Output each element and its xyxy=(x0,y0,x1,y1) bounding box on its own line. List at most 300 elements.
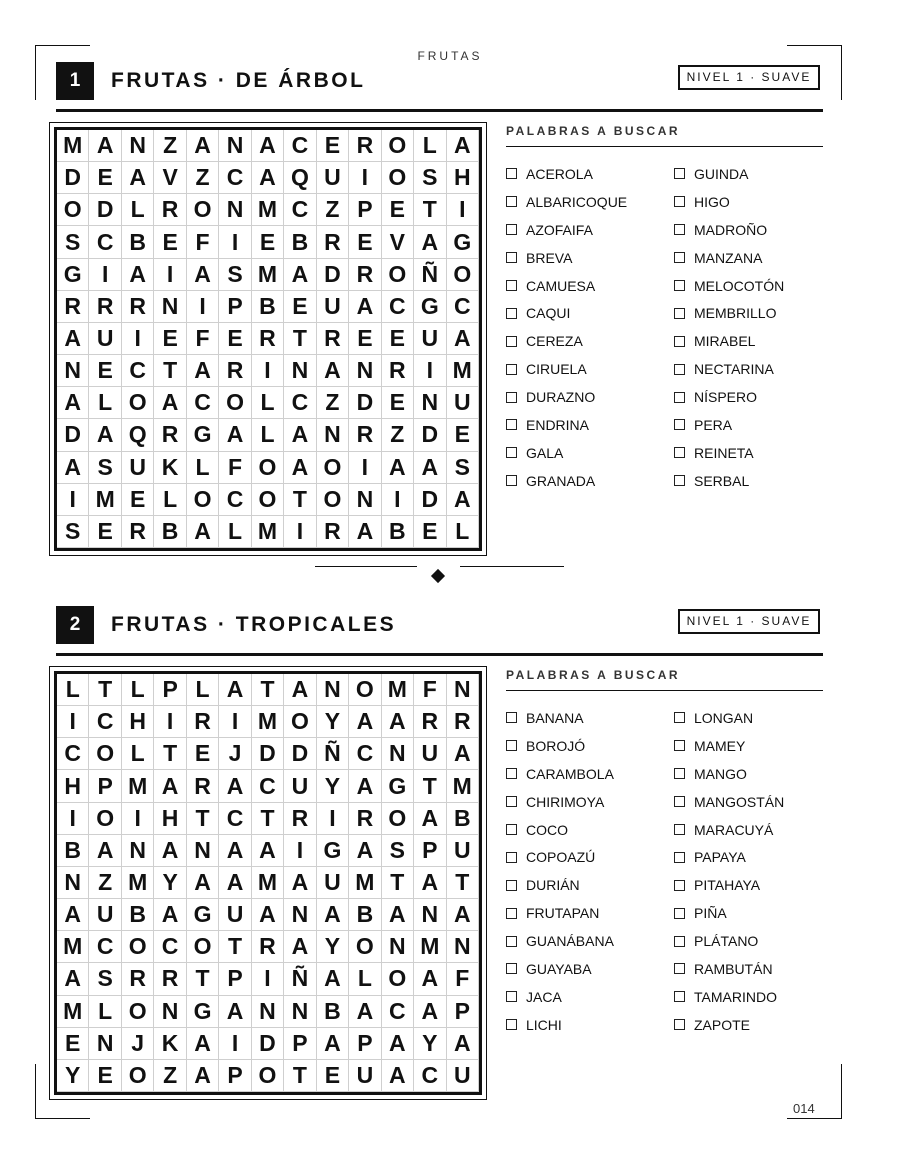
grid-cell[interactable]: O xyxy=(252,1060,284,1092)
grid-cell[interactable]: B xyxy=(349,899,381,931)
grid-cell[interactable]: M xyxy=(447,355,479,387)
grid-cell[interactable]: P xyxy=(349,1028,381,1060)
grid-cell[interactable]: N xyxy=(284,355,316,387)
word-item[interactable] xyxy=(506,439,674,467)
checkbox-icon[interactable] xyxy=(506,1019,517,1030)
grid-cell[interactable]: F xyxy=(187,226,219,258)
grid-cell[interactable]: P xyxy=(414,835,446,867)
grid-cell[interactable]: A xyxy=(187,1028,219,1060)
grid-cell[interactable]: N xyxy=(252,996,284,1028)
grid-cell[interactable]: Z xyxy=(89,867,121,899)
grid-cell[interactable]: M xyxy=(414,931,446,963)
grid-cell[interactable]: E xyxy=(317,130,349,162)
word-item[interactable] xyxy=(506,244,674,272)
grid-cell[interactable]: R xyxy=(349,803,381,835)
grid-cell[interactable]: J xyxy=(122,1028,154,1060)
grid-cell[interactable]: E xyxy=(219,323,251,355)
word-item[interactable] xyxy=(674,1011,823,1039)
grid-cell[interactable]: A xyxy=(219,835,251,867)
grid-cell[interactable]: G xyxy=(187,996,219,1028)
checkbox-icon[interactable] xyxy=(674,308,685,319)
grid-cell[interactable]: A xyxy=(187,867,219,899)
grid-cell[interactable]: P xyxy=(219,963,251,995)
grid-cell[interactable]: A xyxy=(349,291,381,323)
grid-cell[interactable]: A xyxy=(89,419,121,451)
grid-cell[interactable]: A xyxy=(382,899,414,931)
checkbox-icon[interactable] xyxy=(674,908,685,919)
grid-cell[interactable]: E xyxy=(382,387,414,419)
grid-cell[interactable]: A xyxy=(414,963,446,995)
grid-cell[interactable]: A xyxy=(89,130,121,162)
grid-cell[interactable]: E xyxy=(382,194,414,226)
grid-cell[interactable]: I xyxy=(284,835,316,867)
grid-cell[interactable]: T xyxy=(219,931,251,963)
grid-cell[interactable]: S xyxy=(447,452,479,484)
grid-cell[interactable]: O xyxy=(284,706,316,738)
checkbox-icon[interactable] xyxy=(674,880,685,891)
checkbox-icon[interactable] xyxy=(506,252,517,263)
grid-cell[interactable]: T xyxy=(414,770,446,802)
grid-cell[interactable]: U xyxy=(317,867,349,899)
grid-cell[interactable]: T xyxy=(187,963,219,995)
grid-cell[interactable]: A xyxy=(447,323,479,355)
grid-cell[interactable]: O xyxy=(382,803,414,835)
grid-cell[interactable]: R xyxy=(154,963,186,995)
word-item[interactable] xyxy=(674,383,823,411)
grid-cell[interactable]: N xyxy=(284,899,316,931)
word-item[interactable] xyxy=(674,188,823,216)
word-item[interactable] xyxy=(674,871,823,899)
grid-cell[interactable]: I xyxy=(349,162,381,194)
checkbox-icon[interactable] xyxy=(674,936,685,947)
grid-cell[interactable]: Z xyxy=(187,162,219,194)
grid-cell[interactable]: I xyxy=(447,194,479,226)
grid-cell[interactable]: Y xyxy=(57,1060,89,1092)
grid-cell[interactable]: O xyxy=(317,484,349,516)
checkbox-icon[interactable] xyxy=(674,392,685,403)
grid-cell[interactable]: A xyxy=(349,996,381,1028)
grid-cell[interactable]: U xyxy=(414,738,446,770)
grid-cell[interactable]: N xyxy=(382,931,414,963)
grid-cell[interactable]: L xyxy=(122,674,154,706)
grid-cell[interactable]: A xyxy=(154,770,186,802)
grid-cell[interactable]: R xyxy=(252,931,284,963)
grid-cell[interactable]: M xyxy=(252,516,284,548)
word-item[interactable] xyxy=(506,272,674,300)
grid-cell[interactable]: O xyxy=(382,963,414,995)
grid-cell[interactable]: S xyxy=(89,452,121,484)
grid-cell[interactable]: E xyxy=(122,484,154,516)
grid-cell[interactable]: N xyxy=(284,996,316,1028)
grid-cell[interactable]: Q xyxy=(284,162,316,194)
grid-cell[interactable]: S xyxy=(89,963,121,995)
grid-cell[interactable]: A xyxy=(284,931,316,963)
checkbox-icon[interactable] xyxy=(506,308,517,319)
grid-cell[interactable]: M xyxy=(252,194,284,226)
grid-cell[interactable]: A xyxy=(349,706,381,738)
grid-cell[interactable]: I xyxy=(122,323,154,355)
grid-cell[interactable]: T xyxy=(382,867,414,899)
word-item[interactable] xyxy=(506,1011,674,1039)
grid-cell[interactable]: E xyxy=(89,516,121,548)
checkbox-icon[interactable] xyxy=(506,963,517,974)
grid-cell[interactable]: R xyxy=(154,419,186,451)
checkbox-icon[interactable] xyxy=(674,419,685,430)
grid-cell[interactable]: Q xyxy=(122,419,154,451)
grid-cell[interactable]: S xyxy=(382,835,414,867)
grid-cell[interactable]: I xyxy=(349,452,381,484)
grid-cell[interactable]: A xyxy=(414,803,446,835)
grid-cell[interactable]: M xyxy=(252,259,284,291)
grid-cell[interactable]: A xyxy=(414,867,446,899)
checkbox-icon[interactable] xyxy=(674,364,685,375)
grid-cell[interactable]: A xyxy=(57,963,89,995)
grid-cell[interactable]: L xyxy=(252,387,284,419)
grid-cell[interactable]: G xyxy=(447,226,479,258)
grid-cell[interactable]: I xyxy=(57,706,89,738)
grid-cell[interactable]: S xyxy=(57,226,89,258)
grid-cell[interactable]: I xyxy=(187,291,219,323)
grid-cell[interactable]: N xyxy=(317,674,349,706)
grid-cell[interactable]: E xyxy=(89,162,121,194)
grid-cell[interactable]: R xyxy=(447,706,479,738)
grid-cell[interactable]: N xyxy=(219,194,251,226)
grid-cell[interactable]: R xyxy=(317,516,349,548)
checkbox-icon[interactable] xyxy=(506,991,517,1002)
grid-cell[interactable]: I xyxy=(284,516,316,548)
grid-cell[interactable]: A xyxy=(219,996,251,1028)
grid-cell[interactable]: T xyxy=(154,355,186,387)
grid-cell[interactable]: A xyxy=(154,835,186,867)
grid-cell[interactable]: R xyxy=(349,130,381,162)
grid-cell[interactable]: Ñ xyxy=(414,259,446,291)
grid-cell[interactable]: D xyxy=(349,387,381,419)
grid-cell[interactable]: R xyxy=(317,323,349,355)
checkbox-icon[interactable] xyxy=(674,963,685,974)
grid-cell[interactable]: T xyxy=(284,484,316,516)
grid-cell[interactable]: D xyxy=(284,738,316,770)
word-item[interactable] xyxy=(506,816,674,844)
word-item[interactable] xyxy=(674,160,823,188)
grid-cell[interactable]: E xyxy=(154,226,186,258)
word-item[interactable] xyxy=(674,955,823,983)
grid-cell[interactable]: A xyxy=(57,452,89,484)
checkbox-icon[interactable] xyxy=(674,252,685,263)
grid-cell[interactable]: P xyxy=(89,770,121,802)
grid-cell[interactable]: E xyxy=(382,323,414,355)
checkbox-icon[interactable] xyxy=(506,475,517,486)
grid-cell[interactable]: P xyxy=(219,1060,251,1092)
grid-cell[interactable]: C xyxy=(122,355,154,387)
grid-cell[interactable]: G xyxy=(187,899,219,931)
grid-cell[interactable]: B xyxy=(317,996,349,1028)
checkbox-icon[interactable] xyxy=(674,768,685,779)
grid-cell[interactable]: U xyxy=(219,899,251,931)
grid-cell[interactable]: R xyxy=(57,291,89,323)
grid-cell[interactable]: Y xyxy=(317,770,349,802)
grid-cell[interactable]: C xyxy=(154,931,186,963)
grid-cell[interactable]: A xyxy=(154,387,186,419)
grid-cell[interactable]: O xyxy=(317,452,349,484)
grid-cell[interactable]: I xyxy=(414,355,446,387)
grid-cell[interactable]: L xyxy=(187,674,219,706)
grid-cell[interactable]: R xyxy=(154,194,186,226)
grid-cell[interactable]: C xyxy=(187,387,219,419)
grid-cell[interactable]: O xyxy=(252,484,284,516)
checkbox-icon[interactable] xyxy=(674,168,685,179)
grid-cell[interactable]: B xyxy=(252,291,284,323)
grid-cell[interactable]: C xyxy=(382,291,414,323)
grid-cell[interactable]: C xyxy=(219,484,251,516)
grid-cell[interactable]: L xyxy=(414,130,446,162)
grid-cell[interactable]: I xyxy=(219,226,251,258)
grid-cell[interactable]: A xyxy=(447,130,479,162)
grid-cell[interactable]: E xyxy=(57,1028,89,1060)
grid-cell[interactable]: I xyxy=(57,803,89,835)
word-item[interactable] xyxy=(506,467,674,495)
grid-cell[interactable]: R xyxy=(349,419,381,451)
grid-cell[interactable]: E xyxy=(317,1060,349,1092)
grid-cell[interactable]: D xyxy=(57,162,89,194)
grid-cell[interactable]: O xyxy=(122,931,154,963)
checkbox-icon[interactable] xyxy=(674,796,685,807)
grid-cell[interactable]: N xyxy=(122,835,154,867)
grid-cell[interactable]: L xyxy=(349,963,381,995)
grid-cell[interactable]: O xyxy=(122,1060,154,1092)
grid-cell[interactable]: T xyxy=(414,194,446,226)
grid-cell[interactable]: Y xyxy=(414,1028,446,1060)
word-item[interactable] xyxy=(506,299,674,327)
grid-cell[interactable]: A xyxy=(57,899,89,931)
grid-cell[interactable]: O xyxy=(57,194,89,226)
grid-cell[interactable]: L xyxy=(447,516,479,548)
grid-cell[interactable]: A xyxy=(382,1028,414,1060)
word-item[interactable] xyxy=(506,983,674,1011)
grid-cell[interactable]: T xyxy=(284,1060,316,1092)
grid-cell[interactable]: A xyxy=(219,674,251,706)
grid-cell[interactable]: C xyxy=(57,738,89,770)
checkbox-icon[interactable] xyxy=(506,740,517,751)
grid-cell[interactable]: P xyxy=(349,194,381,226)
grid-cell[interactable]: U xyxy=(447,835,479,867)
grid-cell[interactable]: O xyxy=(382,130,414,162)
grid-cell[interactable]: C xyxy=(414,1060,446,1092)
grid-cell[interactable]: N xyxy=(382,738,414,770)
grid-cell[interactable]: E xyxy=(252,226,284,258)
checkbox-icon[interactable] xyxy=(506,168,517,179)
grid-cell[interactable]: R xyxy=(219,355,251,387)
grid-cell[interactable]: V xyxy=(154,162,186,194)
checkbox-icon[interactable] xyxy=(674,280,685,291)
grid-cell[interactable]: S xyxy=(57,516,89,548)
grid-cell[interactable]: A xyxy=(89,835,121,867)
grid-cell[interactable]: Ñ xyxy=(317,738,349,770)
word-item[interactable] xyxy=(674,816,823,844)
grid-cell[interactable]: A xyxy=(284,867,316,899)
grid-cell[interactable]: R xyxy=(187,706,219,738)
word-item[interactable] xyxy=(674,411,823,439)
word-item[interactable] xyxy=(674,327,823,355)
grid-cell[interactable]: O xyxy=(219,387,251,419)
grid-cell[interactable]: E xyxy=(414,516,446,548)
word-item[interactable] xyxy=(506,927,674,955)
grid-cell[interactable]: G xyxy=(57,259,89,291)
grid-cell[interactable]: G xyxy=(382,770,414,802)
grid-cell[interactable]: H xyxy=(154,803,186,835)
grid-cell[interactable]: N xyxy=(349,355,381,387)
grid-cell[interactable]: C xyxy=(89,931,121,963)
word-item[interactable] xyxy=(506,160,674,188)
grid-cell[interactable]: A xyxy=(317,899,349,931)
grid-cell[interactable]: T xyxy=(252,803,284,835)
grid-cell[interactable]: U xyxy=(122,452,154,484)
grid-cell[interactable]: A xyxy=(447,484,479,516)
grid-cell[interactable]: R xyxy=(122,291,154,323)
word-item[interactable] xyxy=(674,732,823,760)
word-item[interactable] xyxy=(506,871,674,899)
grid-cell[interactable]: L xyxy=(89,996,121,1028)
grid-cell[interactable]: V xyxy=(382,226,414,258)
grid-cell[interactable]: L xyxy=(187,452,219,484)
grid-cell[interactable]: O xyxy=(122,387,154,419)
grid-cell[interactable]: C xyxy=(382,996,414,1028)
grid-cell[interactable]: D xyxy=(89,194,121,226)
word-item[interactable] xyxy=(506,843,674,871)
grid-cell[interactable]: O xyxy=(349,931,381,963)
grid-cell[interactable]: O xyxy=(89,803,121,835)
checkbox-icon[interactable] xyxy=(674,1019,685,1030)
checkbox-icon[interactable] xyxy=(674,991,685,1002)
grid-cell[interactable]: D xyxy=(252,738,284,770)
grid-cell[interactable]: C xyxy=(219,803,251,835)
grid-cell[interactable]: J xyxy=(219,738,251,770)
grid-cell[interactable]: A xyxy=(317,1028,349,1060)
grid-cell[interactable]: A xyxy=(317,355,349,387)
word-item[interactable] xyxy=(506,899,674,927)
word-item[interactable] xyxy=(506,383,674,411)
grid-cell[interactable]: L xyxy=(252,419,284,451)
checkbox-icon[interactable] xyxy=(506,224,517,235)
grid-cell[interactable]: M xyxy=(57,996,89,1028)
grid-cell[interactable]: C xyxy=(252,770,284,802)
checkbox-icon[interactable] xyxy=(674,852,685,863)
grid-cell[interactable]: I xyxy=(252,963,284,995)
grid-cell[interactable]: O xyxy=(252,452,284,484)
word-item[interactable] xyxy=(506,327,674,355)
grid-cell[interactable]: N xyxy=(317,419,349,451)
grid-cell[interactable]: B xyxy=(122,899,154,931)
grid-cell[interactable]: C xyxy=(219,162,251,194)
grid-cell[interactable]: A xyxy=(122,162,154,194)
grid-cell[interactable]: U xyxy=(89,323,121,355)
grid-cell[interactable]: A xyxy=(414,452,446,484)
grid-cell[interactable]: B xyxy=(382,516,414,548)
grid-cell[interactable]: I xyxy=(89,259,121,291)
grid-cell[interactable]: E xyxy=(89,355,121,387)
word-item[interactable] xyxy=(674,899,823,927)
grid-cell[interactable]: C xyxy=(89,706,121,738)
grid-cell[interactable]: I xyxy=(154,259,186,291)
grid-cell[interactable]: A xyxy=(447,1028,479,1060)
grid-cell[interactable]: E xyxy=(154,323,186,355)
grid-cell[interactable]: L xyxy=(122,738,154,770)
grid-cell[interactable]: N xyxy=(349,484,381,516)
grid-cell[interactable]: A xyxy=(284,419,316,451)
grid-cell[interactable]: A xyxy=(447,899,479,931)
grid-cell[interactable]: S xyxy=(219,259,251,291)
grid-cell[interactable]: P xyxy=(447,996,479,1028)
grid-cell[interactable]: Z xyxy=(154,1060,186,1092)
grid-cell[interactable]: N xyxy=(447,931,479,963)
grid-cell[interactable]: O xyxy=(89,738,121,770)
grid-cell[interactable]: A xyxy=(349,835,381,867)
checkbox-icon[interactable] xyxy=(506,447,517,458)
grid-cell[interactable]: E xyxy=(89,1060,121,1092)
grid-cell[interactable]: H xyxy=(57,770,89,802)
grid-cell[interactable]: O xyxy=(447,259,479,291)
grid-cell[interactable]: T xyxy=(284,323,316,355)
grid-cell[interactable]: G xyxy=(317,835,349,867)
grid-cell[interactable]: R xyxy=(122,963,154,995)
word-item[interactable] xyxy=(506,788,674,816)
grid-cell[interactable]: E xyxy=(447,419,479,451)
grid-cell[interactable]: A xyxy=(284,674,316,706)
grid-cell[interactable]: U xyxy=(447,1060,479,1092)
grid-cell[interactable]: A xyxy=(382,452,414,484)
checkbox-icon[interactable] xyxy=(506,419,517,430)
grid-cell[interactable]: A xyxy=(414,226,446,258)
checkbox-icon[interactable] xyxy=(506,796,517,807)
checkbox-icon[interactable] xyxy=(506,364,517,375)
grid-cell[interactable]: O xyxy=(187,194,219,226)
grid-cell[interactable]: I xyxy=(122,803,154,835)
grid-cell[interactable]: F xyxy=(447,963,479,995)
grid-cell[interactable]: N xyxy=(219,130,251,162)
grid-cell[interactable]: R xyxy=(252,323,284,355)
word-item[interactable] xyxy=(674,927,823,955)
grid-cell[interactable]: I xyxy=(382,484,414,516)
grid-cell[interactable]: C xyxy=(349,738,381,770)
checkbox-icon[interactable] xyxy=(506,880,517,891)
word-item[interactable] xyxy=(674,272,823,300)
grid-cell[interactable]: R xyxy=(122,516,154,548)
grid-cell[interactable]: D xyxy=(414,419,446,451)
grid-cell[interactable]: M xyxy=(382,674,414,706)
grid-cell[interactable]: A xyxy=(284,452,316,484)
grid-cell[interactable]: A xyxy=(187,130,219,162)
checkbox-icon[interactable] xyxy=(506,908,517,919)
grid-cell[interactable]: I xyxy=(154,706,186,738)
grid-cell[interactable]: K xyxy=(154,452,186,484)
grid-cell[interactable]: B xyxy=(284,226,316,258)
grid-cell[interactable]: O xyxy=(187,484,219,516)
grid-cell[interactable]: N xyxy=(154,996,186,1028)
word-item[interactable] xyxy=(674,788,823,816)
word-item[interactable] xyxy=(674,983,823,1011)
grid-cell[interactable]: L xyxy=(89,387,121,419)
grid-cell[interactable]: C xyxy=(284,387,316,419)
grid-cell[interactable]: L xyxy=(122,194,154,226)
grid-cell[interactable]: O xyxy=(382,259,414,291)
word-item[interactable] xyxy=(674,843,823,871)
grid-cell[interactable]: A xyxy=(219,419,251,451)
grid-cell[interactable]: U xyxy=(317,162,349,194)
grid-cell[interactable]: A xyxy=(187,355,219,387)
grid-cell[interactable]: A xyxy=(57,387,89,419)
grid-cell[interactable]: N xyxy=(154,291,186,323)
grid-cell[interactable]: H xyxy=(447,162,479,194)
grid-cell[interactable]: B xyxy=(57,835,89,867)
